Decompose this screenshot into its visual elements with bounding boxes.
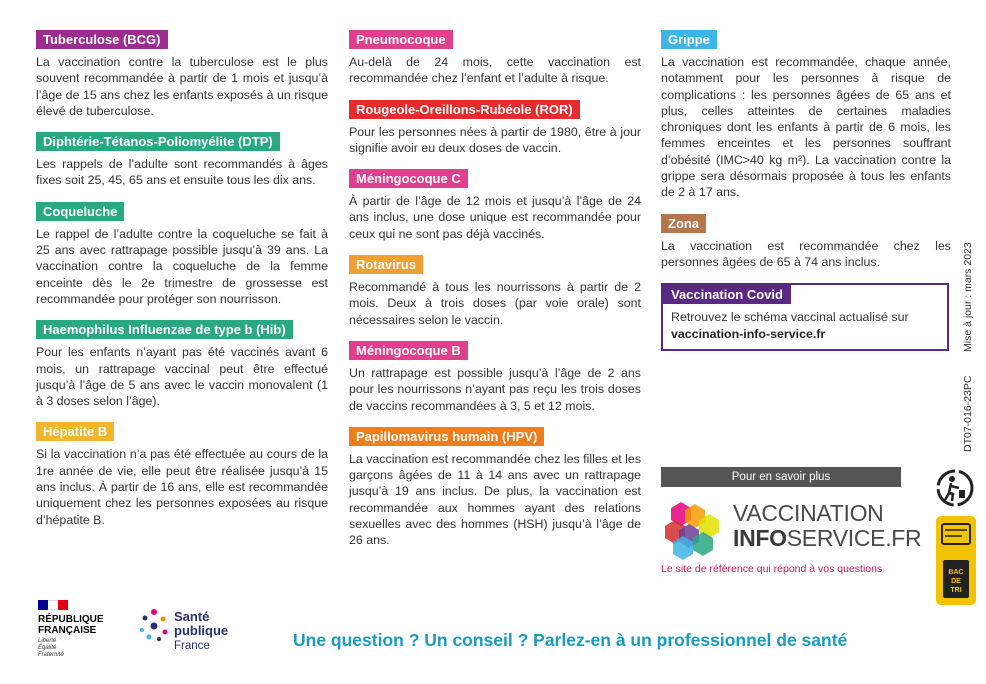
vaccine-tag: Méningocoque C xyxy=(349,169,468,188)
covid-text xyxy=(663,304,947,349)
covid-tag: Vaccination Covid xyxy=(663,285,791,304)
rf-line2: FRANÇAISE xyxy=(38,625,97,636)
vaccine-tag: Tuberculose (BCG) xyxy=(36,30,168,49)
vaccine-text: Pour les personnes nées à partir de 1980, être à jour signifie avoir eu deux doses de vaccin. xyxy=(349,124,641,155)
rf-motto-1: Liberté xyxy=(38,638,57,644)
vaccine-section xyxy=(349,341,641,414)
vaccine-section xyxy=(349,100,641,157)
rf-motto-3: Fraternité xyxy=(38,652,64,658)
vis-title-service: SERVICE.FR xyxy=(786,525,922,551)
vaccine-tag: Haemophilus Influenzae de type b (Hib) xyxy=(36,320,293,339)
svg-text:BAC: BAC xyxy=(948,569,964,576)
vaccine-text: La vaccination est recommandée, chaque année, notamment pour les personnes à risque de complications : les personnes âgées de 65 ans et plus, celles atteintes de certaines maladies chroniques dont les enfants à partir de 6 mois, les femmes enceintes et les personnes souffrant d’obésité (IMC>40 kg m²). La vaccination contre la grippe sera désormais proposée à tous les enfants de 2 à 17 ans. xyxy=(661,55,951,200)
recycling-person-icon xyxy=(935,468,975,508)
vaccine-text: La vaccination est recommandée chez les personnes âgées de 65 à 74 ans inclus. xyxy=(661,238,951,269)
covid-link[interactable]: vaccination-info-service.fr xyxy=(671,327,826,342)
spf-name xyxy=(174,610,228,638)
vaccine-text: Les rappels de l’adulte sont recommandés à âges fixes soit 25, 45, 65 ans et ensuite tous les dix ans. xyxy=(36,157,328,188)
vaccine-tag: Pneumocoque xyxy=(349,30,453,49)
rf-motto xyxy=(38,638,128,659)
vaccine-section xyxy=(349,427,641,549)
doc-reference: DT07-016-23PC xyxy=(962,375,974,452)
vaccine-text: Au-delà de 24 mois, cette vaccination est recommandée chez l’enfant et l’adulte à risque. xyxy=(349,55,641,86)
vaccine-tag: Papillomavirus humain (HPV) xyxy=(349,427,544,446)
sante-publique-france-logo xyxy=(136,606,246,656)
vaccine-section xyxy=(661,30,951,201)
spf-line3: France xyxy=(174,640,210,652)
vis-title-line1: VACCINATION xyxy=(733,500,884,526)
vaccine-section xyxy=(36,132,328,189)
vaccine-section xyxy=(36,422,328,527)
svg-text:TRI: TRI xyxy=(950,587,962,594)
vaccination-info-service-logo[interactable] xyxy=(661,498,922,560)
rf-line1: RÉPUBLIQUE xyxy=(38,614,104,625)
vaccine-tag: Méningocoque B xyxy=(349,341,468,360)
covid-box xyxy=(661,283,949,351)
vaccine-tag: Rotavirus xyxy=(349,255,423,274)
vaccine-section xyxy=(349,169,641,242)
vaccine-tag: Grippe xyxy=(661,30,717,49)
vaccine-text: Pour les enfants n’ayant pas été vaccinés avant 6 mois, un rattrapage vaccinal peut être effectué jusqu’à l’âge de 5 ans avec le vaccin monovalent (1 à 3 doses selon l’âge). xyxy=(36,345,328,409)
covid-description: Retrouvez le schéma vaccinal actualisé sur xyxy=(671,310,909,325)
spf-dots-icon xyxy=(136,606,172,646)
vaccine-text: Recommandé à tous les nourrissons à partir de 2 mois. Deux à trois doses (par voie orale) sont nécessaires selon le vaccin. xyxy=(349,280,641,327)
vaccine-text: À partir de l’âge de 12 mois et jusqu’à l’âge de 24 ans inclus, une dose unique est recommandée pour ceux qui ne sont pas déjà vaccinés. xyxy=(349,194,641,241)
vaccine-tag: Coqueluche xyxy=(36,202,124,221)
column-3 xyxy=(661,30,951,351)
vaccine-text: La vaccination est recommandée chez les filles et les garçons âgées de 11 à 14 ans avec un rattrapage jusqu’à 19 ans inclus. De plus, la vaccination est recommandée aux hommes ayant des relations sexuelles avec des hommes (HSH) jusqu’à l’âge de 26 ans. xyxy=(349,451,642,548)
vaccine-section xyxy=(349,30,641,87)
french-flag-icon xyxy=(38,600,68,610)
column-2 xyxy=(349,30,641,562)
update-date: Mise à jour : mars 2023 xyxy=(962,242,974,352)
vaccine-tag: Zona xyxy=(661,214,706,233)
vaccine-section xyxy=(36,30,328,119)
vaccine-tag: Hépatite B xyxy=(36,422,114,441)
svg-text:DE: DE xyxy=(951,578,961,585)
vaccine-text: Le rappel de l’adulte contre la coqueluche se fait à 25 ans avec rattrapage possible jusqu’à 39 ans. La vaccination contre la coqueluche de la femme enceinte dès le 2e trimestre de grossesse est recommandée pour protéger son nourrisson. xyxy=(36,226,328,306)
republique-francaise-logo xyxy=(38,600,128,659)
vaccine-tag: Diphtérie-Tétanos-Poliomyélite (DTP) xyxy=(36,132,280,151)
spf-line2: publique xyxy=(174,623,229,638)
vis-subtitle: Le site de référence qui répond à vos questions xyxy=(661,563,883,575)
vaccine-section xyxy=(36,320,328,409)
more-info-bar: Pour en savoir plus xyxy=(661,467,901,487)
column-1 xyxy=(36,30,328,541)
hexagon-cluster-icon xyxy=(661,498,725,560)
vaccine-section xyxy=(661,214,951,271)
vaccine-text: Si la vaccination n’a pas été effectuée au cours de la 1re année de vie, elle peut être réalisée jusqu’à 15 ans inclus. À partir de 16 ans, elle est recommandée uniquement chez les personnes exposées au risque d’hépatite B. xyxy=(36,447,328,527)
spf-line1: Santé xyxy=(174,609,210,624)
vis-title-line2 xyxy=(733,525,921,551)
vaccine-section xyxy=(349,255,641,328)
vaccine-section xyxy=(36,202,328,307)
rf-motto-2: Égalité xyxy=(38,645,57,651)
footer-question: Une question ? Un conseil ? Parlez-en à un professionnel de santé xyxy=(293,630,848,650)
vaccine-text: La vaccination contre la tuberculose est le plus souvent recommandée à partir de 1 mois et jusqu’à l’âge de 15 ans chez les enfants exposés à un risque élevé de tuberculose. xyxy=(36,55,328,118)
vis-title-info: INFO xyxy=(733,525,787,551)
sorting-bin-icon xyxy=(934,512,978,607)
vaccine-text: Un rattrapage est possible jusqu’à l’âge de 2 ans pour les nourrissons n’ayant pas reçu les trois doses de vaccins recommandées à 3, 5 et 12 mois. xyxy=(349,365,641,413)
vaccine-tag: Rougeole-Oreillons-Rubéole (ROR) xyxy=(349,100,580,119)
